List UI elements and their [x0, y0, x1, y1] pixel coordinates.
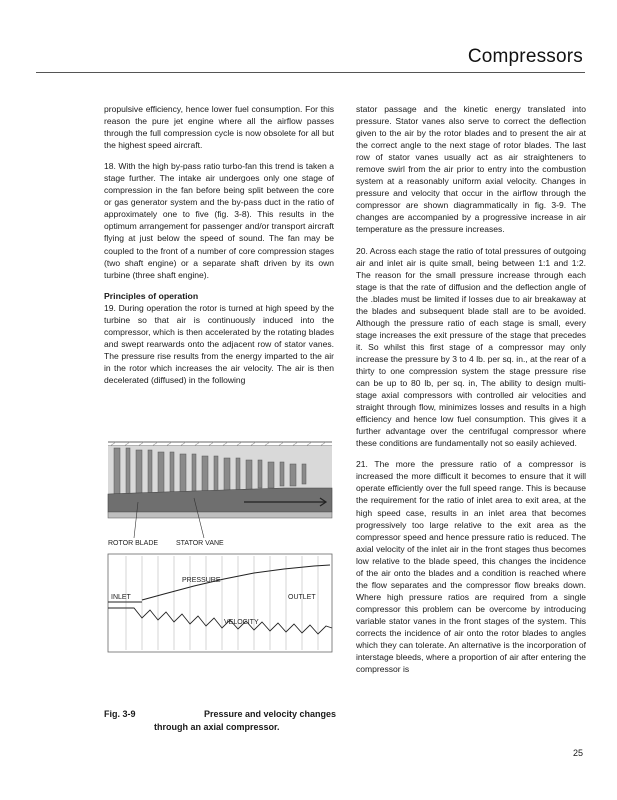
graph-box	[108, 554, 332, 652]
page-header-title: Compressors	[467, 46, 583, 67]
stator-vane-label: STATOR VANE	[176, 540, 224, 547]
outlet-label: OUTLET	[288, 594, 316, 601]
graph-gridlines	[126, 556, 318, 650]
paragraph-19: 19. During operation the rotor is turned at high speed by the turbine so that air is continuously induced into the compressor, which is then accelerated by the rotating blades and swept rearwards onto the adjacent row of stator vanes. The pressure rise results from the energy imparted to the air in the rotor which increases the air velocity. The air is then decelerated (diffused) in the following	[104, 302, 334, 385]
section-heading: Principles of operation	[104, 290, 199, 301]
right-column	[356, 103, 586, 684]
figure-caption	[104, 708, 336, 734]
paragraph-21: 21. The more the pressure ratio of a compressor is increased the more difficult it becomes to ensure that it will operate efficiently over the full speed range. This is because the requirement for the ratio of inlet area to exit area, at the high speed case, results in an inlet area that becomes progressively too large relative to the exit area as the compressor speed and hence pressure ratio is reduced. The axial velocity of the inlet air in the front stages thus becomes low relative to the blade speed, this changes the incidence of the air onto the blades and a condition is reached where the flow separates and the compressor flow breaks down. Where high pressure ratios are required from a single compressor this problem can be overcome by introducing variable stator vanes in the front stages of the system. This corrects the incidence of air onto the rotor blades to angles which they can tolerate. An alternative is the incorporation of interstage bleeds, where a proportion of air after entering the compressor is	[356, 459, 586, 675]
rotor-blade-label: ROTOR BLADE	[108, 540, 159, 547]
compressor-diagram	[104, 432, 336, 654]
casing-hatching	[110, 442, 326, 446]
pressure-label: PRESSURE	[182, 577, 221, 584]
velocity-label: VELOCITY	[224, 619, 259, 626]
page-number: 25	[572, 748, 583, 758]
inlet-label: INLET	[111, 594, 131, 601]
paragraph-18: 18. With the high by-pass ratio turbo-fan this trend is taken a stage further. The intake air undergoes only one stage of compression in the fan before being split between the core or gas generator system and the by-pass duct in the ratio of approximately one to five (fig. 3-8). This results in the optimum arrangement for passenger and/or transport aircraft flying at just below the speed of sound. The fan may be coupled to the front of a number of core compression stages (two shaft engine) or a separate shaft driven by its own turbine (three shaft engine).	[104, 161, 334, 280]
figure-number: Fig. 3-9	[104, 709, 136, 719]
paragraph: propulsive efficiency, hence lower fuel consumption. For this reason the pure jet engine where all the airflow passes through the full compression cycle is now obsolete for all but the highest speed aircraft.	[104, 104, 334, 151]
rotor-shaft	[108, 512, 332, 518]
caption-line-1: Pressure and velocity changes	[203, 709, 336, 719]
left-column	[104, 103, 334, 395]
paragraph-20: 20. Across each stage the ratio of total pressures of outgoing air and inlet air is quite small, being between 1:1 and 1:2. The reason for the small pressure increase through each stage is that the rate of diffusion and the deflection angle of the .blades must be limited if losses due to air breakaway at the blades and subsequent blade stall are to be avoided. Although the pressure ratio of each stage is small, every stage increases the exit pressure of the stage that precedes it. So whilst this first stage of a compressor may only increase the pressure by 3 to 4 lb. per sq. in., at the rear of a thirty to one compression system the stage pressure rise can be up to 80 lb, per sq. in, The ability to design multi-stage axial compressors with controlled air velocities and straight through flow, minimizes losses and results in a high efficiency and hence low fuel consumption. This gives it a further advantage over the centrifugal compressor where these conditions are fundamentally not so easily achieved.	[356, 245, 586, 449]
velocity-curve	[108, 608, 332, 634]
caption-line-2: through an axial compressor.	[154, 722, 280, 732]
paragraph: stator passage and the kinetic energy translated into pressure. Stator vanes also serve to correct the deflection given to the air by the rotor blades and to present the air at the correct angle to the next stage of rotor blades. The last row of stator vanes usually act as air straighteners to remove swirl from the air prior to entry into the combustion system at a reasonably uniform axial velocity. Changes in pressure and velocity that occur in the airflow through the compressor are shown diagrammatically in fig. 3-9. The changes are accompanied by a progressive increase in air temperature as the pressure increases.	[356, 104, 586, 235]
figure-3-9	[104, 432, 336, 654]
header-rule	[36, 72, 585, 73]
compressor-casing	[108, 442, 332, 446]
